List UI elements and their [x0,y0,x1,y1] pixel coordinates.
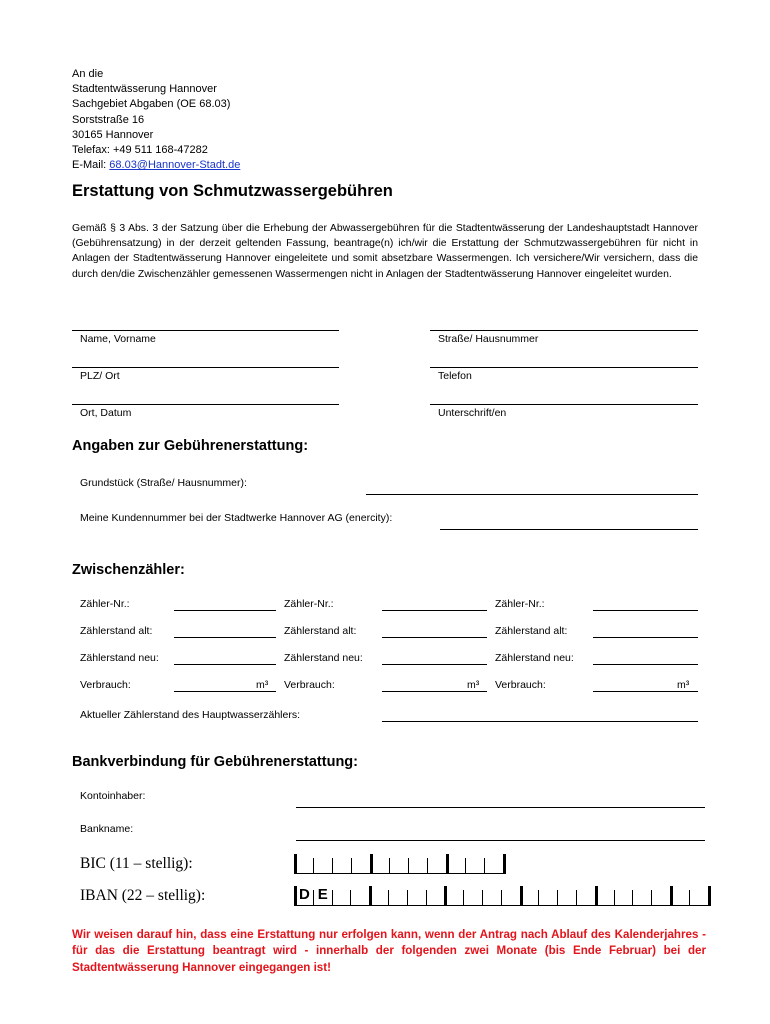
meter3-new-label: Zählerstand neu: [495,652,574,664]
box-divider [351,858,352,874]
place-date-field[interactable] [72,404,339,405]
box-divider [463,890,464,906]
address-line: Sachgebiet Abgaben (OE 68.03) [72,98,231,111]
meter3-consumption-field[interactable] [593,691,698,692]
meter3-number-field[interactable] [593,610,698,611]
page-title: Erstattung von Schmutzwassergebühren [72,182,393,200]
meter1-unit: m³ [256,679,269,691]
box-divider [313,890,314,906]
signature-label: Unterschrift/en [438,407,507,419]
signature-field[interactable] [430,404,698,405]
box-divider [465,858,466,874]
customer-number-label: Meine Kundennummer bei der Stadtwerke Hannover AG (enercity): [80,512,393,524]
box-divider [444,886,447,906]
phone-field[interactable] [430,367,698,368]
bank-name-label: Bankname: [80,823,134,835]
meter3-number-label: Zähler-Nr.: [495,598,545,610]
meters-heading: Zwischenzähler: [72,562,185,578]
box-divider [332,890,333,906]
zip-city-label: PLZ/ Ort [80,370,120,382]
box-divider [557,890,558,906]
meter1-new-label: Zählerstand neu: [80,652,159,664]
box-divider [294,886,297,906]
box-divider [408,858,409,874]
box-divider [370,854,373,874]
address-line: Sorststraße 16 [72,113,145,126]
box-divider [427,858,428,874]
meter2-number-label: Zähler-Nr.: [284,598,334,610]
bic-input-boxes[interactable] [294,854,510,874]
box-divider [407,890,408,906]
main-meter-field[interactable] [382,721,698,722]
email-label: E-Mail: [72,159,110,172]
box-divider [332,858,333,874]
meter2-new-field[interactable] [382,664,487,665]
box-divider [313,858,314,874]
meter1-new-field[interactable] [174,664,276,665]
bic-label: BIC (11 – stellig): [80,855,193,872]
box-divider [538,890,539,906]
email-line [72,158,240,173]
iban-input-boxes[interactable] [294,886,712,906]
address-line: 30165 Hannover [72,128,154,141]
meter3-old-field[interactable] [593,637,698,638]
meter1-consumption-field[interactable] [174,691,276,692]
box-divider [576,890,577,906]
bank-name-field[interactable] [296,840,705,841]
box-divider [503,854,506,874]
box-divider [446,854,449,874]
bank-heading: Bankverbindung für Gebührenerstattung: [72,754,358,770]
main-meter-label: Aktueller Zählerstand des Hauptwasserzählers: [80,709,301,721]
box-divider [350,890,351,906]
meter3-consumption-label: Verbrauch: [495,679,546,691]
street-label: Straße/ Hausnummer [438,333,539,345]
meter1-number-label: Zähler-Nr.: [80,598,130,610]
box-divider [294,854,297,874]
property-field[interactable] [366,494,698,495]
box-divider [520,886,523,906]
phone-label: Telefon [438,370,472,382]
box-divider [595,886,598,906]
meter2-new-label: Zählerstand neu: [284,652,363,664]
meter2-old-label: Zählerstand alt: [284,625,357,637]
box-divider [389,858,390,874]
deadline-warning: Wir weisen darauf hin, dass eine Erstattung nur erfolgen kann, wenn der Antrag nach Ablauf des Kalenderjahres - für das die Erstattung beantragt wird - innerhalb der folgenden zwei Monate (bis Ende Februar) bei der Stadtentwässerung Hannover eingegangen ist! [72,928,706,974]
iban-prefix-char: E [317,886,328,903]
intro-paragraph: Gemäß § 3 Abs. 3 der Satzung über die Erhebung der Abwassergebühren für die Stadtentwässerung der Landeshauptstadt Hannover (Gebührensatzung) in der derzeit geltenden Fassung, beantrage(n) ich/wir die Erstattung der Schmutzwassergebühren für nicht in Anlagen der Stadtentwässerung Hannover eingeleitete und somit absetzbare Wassermengen. Ich versichere/Wir versichern, dass die durch den/die Zwischenzähler gemessenen Wassermengen nicht in Anlagen der Stadtentwässerung Hannover eingeleitet wurden. [72,223,698,280]
box-divider [426,890,427,906]
meter3-new-field[interactable] [593,664,698,665]
box-divider [614,890,615,906]
place-date-label: Ort, Datum [80,407,132,419]
box-divider [388,890,389,906]
box-divider [708,886,711,906]
meter1-old-field[interactable] [174,637,276,638]
address-line: Telefax: +49 511 168-47282 [72,144,208,157]
account-holder-field[interactable] [296,807,705,808]
box-divider [482,890,483,906]
box-divider [651,890,652,906]
meter1-consumption-label: Verbrauch: [80,679,131,691]
meter3-old-label: Zählerstand alt: [495,625,568,637]
meter2-old-field[interactable] [382,637,487,638]
recipient-address [72,67,240,173]
street-field[interactable] [430,330,698,331]
email-link[interactable]: 68.03@Hannover-Stadt.de [109,159,241,172]
account-holder-label: Kontoinhaber: [80,790,146,802]
box-divider [689,890,690,906]
name-label: Name, Vorname [80,333,156,345]
address-line: An die [72,68,104,80]
name-field[interactable] [72,330,339,331]
meter2-consumption-label: Verbrauch: [284,679,335,691]
meter1-number-field[interactable] [174,610,276,611]
meter2-consumption-field[interactable] [382,691,487,692]
box-baseline [294,905,711,906]
box-divider [632,890,633,906]
meter2-unit: m³ [467,679,480,691]
meter1-old-label: Zählerstand alt: [80,625,153,637]
meter2-number-field[interactable] [382,610,487,611]
box-divider [670,886,673,906]
refund-heading: Angaben zur Gebührenerstattung: [72,438,309,454]
meter3-unit: m³ [677,679,690,691]
customer-number-field[interactable] [440,529,698,530]
iban-prefix-char: D [299,886,310,903]
property-label: Grundstück (Straße/ Hausnummer): [80,477,247,489]
zip-city-field[interactable] [72,367,339,368]
iban-label: IBAN (22 – stellig): [80,887,206,904]
box-divider [369,886,372,906]
box-baseline [294,873,506,874]
address-line: Stadtentwässerung Hannover [72,83,217,96]
box-divider [484,858,485,874]
box-divider [501,890,502,906]
